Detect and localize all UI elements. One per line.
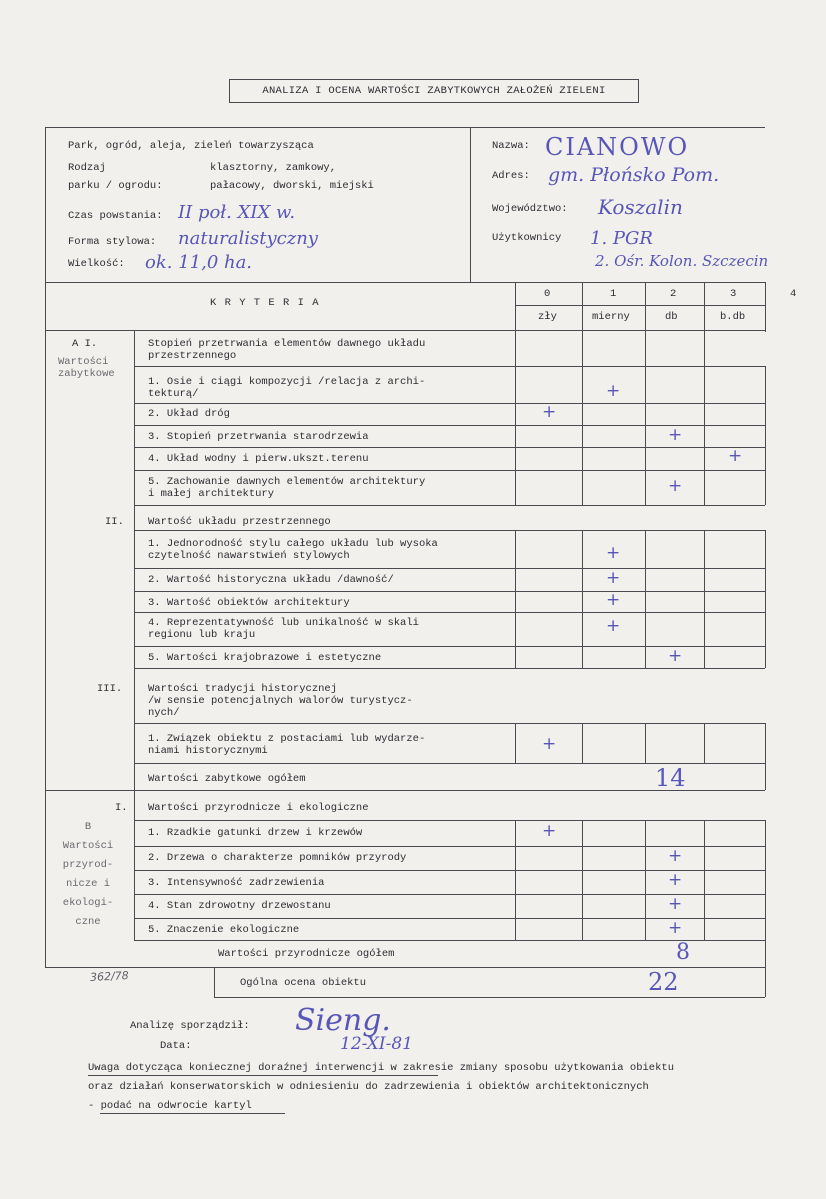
score-mark-b1-4: + [668, 894, 683, 914]
row-line [134, 530, 765, 531]
b1-item-5: 5. Znaczenie ekologiczne [148, 924, 300, 936]
woj-value: Koszalin [598, 195, 683, 219]
document-title: ANALIZA I OCENA WARTOŚCI ZABYTKOWYCH ZAŁOŻEŃ ZIELENI [229, 79, 639, 103]
grid-col [582, 366, 583, 505]
a2-item-5: 5. Wartości krajobrazowe i estetyczne [148, 652, 382, 664]
score-mark-a2-4: + [606, 616, 621, 636]
note-underline-2 [100, 1113, 285, 1114]
adres-value: gm. Płońsko Pom. [548, 164, 720, 186]
wielkosc-value: ok. 11,0 ha. [145, 252, 253, 273]
score-mark-a2-3: + [606, 590, 621, 610]
section-a-label: A I. [72, 338, 98, 350]
grid-col [704, 723, 705, 763]
b1-item-2: 2. Drzewa o charakterze pomników przyrody [148, 852, 407, 864]
analize-label: Analizę sporządził: [130, 1020, 250, 1032]
col-label-2: db [665, 311, 678, 323]
row-line [134, 447, 765, 448]
parku-label: parku / ogrodu: [68, 180, 163, 192]
forma-value: naturalistyczny [178, 228, 318, 249]
a1-item-3: 3. Stopień przetrwania starodrzewia [148, 431, 369, 443]
stamp-number: 362/78 [89, 968, 130, 985]
grid-col [765, 530, 766, 668]
score-mark-a1-2: + [542, 402, 557, 422]
a-total-value: 14 [655, 764, 686, 792]
note-line-3: - podać na odwrocie kartyl [88, 1100, 252, 1112]
grid-col [704, 820, 705, 940]
grid-col [645, 366, 646, 505]
a2-item-4: 4. Reprezentatywność lub unikalność w skali regionu lub kraju [148, 617, 419, 641]
signature: Sieng. [295, 1003, 391, 1038]
a3-label: III. [97, 683, 123, 695]
row-line [134, 940, 765, 941]
a2-label: II. [105, 516, 124, 528]
grid-col [765, 763, 766, 790]
a1-item-4: 4. Układ wodny i pierw.ukszt.terenu [148, 453, 369, 465]
uzyt-value-1: 1. PGR [590, 228, 653, 249]
grid-col [645, 820, 646, 940]
overall-label: Ogólna ocena obiektu [240, 977, 367, 989]
woj-label: Województwo: [492, 203, 568, 215]
b1-title: Wartości przyrodnicze i ekologiczne [148, 802, 369, 814]
row-line [134, 568, 765, 569]
forma-label: Forma stylowa: [68, 236, 157, 248]
grid-col [515, 820, 516, 940]
note-line-1: Uwaga dotycząca koniecznej doraźnej interwencji w zakresie zmiany sposobu użytkowania obiektu [88, 1062, 674, 1074]
a1-title: Stopień przetrwania elementów dawnego układu przestrzennego [148, 338, 426, 362]
frame-left [45, 127, 46, 967]
a3-title: Wartości tradycji historycznej /w sensie potencjalnych walorów turystycz- nych/ [148, 683, 413, 719]
grid-col [515, 723, 516, 763]
score-mark-a1-5: + [668, 476, 683, 496]
section-a-bottom [45, 790, 765, 791]
info-divider [470, 127, 471, 282]
data-label: Data: [160, 1040, 192, 1052]
grid-col [645, 723, 646, 763]
grid-col [582, 723, 583, 763]
overall-bottom [214, 997, 765, 998]
col-num-3: 3 [730, 288, 737, 300]
grid-col [645, 530, 646, 668]
a2-item-2: 2. Wartość historyczna układu /dawność/ [148, 574, 394, 586]
col-label-1: mierny [592, 311, 630, 323]
header-mid-line [515, 305, 765, 306]
row-line [134, 403, 765, 404]
row-line [134, 591, 765, 592]
score-mark-b1-5: + [668, 918, 683, 938]
row-line [134, 668, 765, 669]
frame-top [45, 127, 765, 128]
grid-col [704, 530, 705, 668]
section-b-label: I. [115, 802, 128, 814]
section-b-side: B Wartości przyrod- nicze i ekologi- czne [62, 821, 114, 928]
col-num-0: 0 [544, 288, 551, 300]
b1-item-3: 3. Intensywność zadrzewienia [148, 877, 325, 889]
date-value: 12-XI-81 [340, 1034, 413, 1054]
a3-item-1: 1. Związek obiektu z postaciami lub wydarze- niami historycznymi [148, 733, 426, 757]
adres-label: Adres: [492, 170, 530, 182]
a2-title: Wartość układu przestrzennego [148, 516, 331, 528]
score-mark-a1-3: + [668, 425, 683, 445]
rodzaj-label: Rodzaj [68, 162, 106, 174]
a1-item-5: 5. Zachowanie dawnych elementów architektury i małej architektury [148, 476, 426, 500]
row-line [134, 505, 765, 506]
score-mark-a2-1: + [606, 543, 621, 563]
section-a-side: Wartości zabytkowe [58, 356, 115, 380]
info-bottom-line [45, 282, 765, 283]
kryteria-header: K R Y T E R I A [210, 297, 320, 309]
col-label-3: b.db [720, 311, 746, 323]
b1-item-1: 1. Rzadkie gatunki drzew i krzewów [148, 827, 363, 839]
note-line-2: oraz działań konserwatorskich w odniesieniu do zadrzewienia i obiektów architektonicznych [88, 1081, 649, 1093]
b1-item-4: 4. Stan zdrowotny drzewostanu [148, 900, 331, 912]
score-mark-a1-1: + [606, 381, 621, 401]
score-mark-a1-4: + [728, 446, 743, 466]
a1-item-1: 1. Osie i ciągi kompozycji /relacja z archi- tekturą/ [148, 376, 426, 400]
score-mark-b1-2: + [668, 846, 683, 866]
score-mark-b1-1: + [542, 821, 557, 841]
col-line-4 [765, 282, 766, 332]
grid-col [765, 723, 766, 763]
score-mark-a2-2: + [606, 568, 621, 588]
a1-item-2: 2. Układ dróg [148, 408, 230, 420]
grid-col [765, 366, 766, 505]
rodzaj-options-2: pałacowy, dworski, miejski [210, 180, 374, 192]
nazwa-label: Nazwa: [492, 140, 530, 152]
section-a-divider [134, 330, 135, 790]
col-label-0: zły [538, 311, 557, 323]
czas-label: Czas powstania: [68, 210, 163, 222]
grid-col [515, 530, 516, 668]
rodzaj-options-1: klasztorny, zamkowy, [210, 162, 337, 174]
col-num-2: 2 [670, 288, 677, 300]
header-bottom-line [45, 330, 765, 331]
score-mark-a2-5: + [668, 646, 683, 666]
uzyt-label: Użytkownicy [492, 232, 562, 244]
score-mark-a3-1: + [542, 734, 557, 754]
a2-item-1: 1. Jednorodność stylu całego układu lub wysoka czytelność nawarstwień stylowych [148, 538, 438, 562]
a-total-label: Wartości zabytkowe ogółem [148, 773, 306, 785]
a2-item-3: 3. Wartość obiektów architektury [148, 597, 350, 609]
row-line [134, 612, 765, 613]
uzyt-value-2: 2. Ośr. Kolon. Szczecin [595, 252, 769, 270]
b-total-value: 8 [676, 940, 690, 965]
row-line [134, 470, 765, 471]
overall-left [214, 967, 215, 997]
b-total-label: Wartości przyrodnicze ogółem [218, 948, 395, 960]
score-mark-b1-3: + [668, 870, 683, 890]
row-line [134, 820, 765, 821]
row-line [134, 723, 765, 724]
grid-col [704, 366, 705, 505]
grid-col [765, 820, 766, 940]
czas-value: II poł. XIX w. [178, 202, 296, 223]
grid-col [582, 530, 583, 668]
grid-col [582, 820, 583, 940]
nazwa-value: CIANOWO [545, 133, 690, 161]
grid-col [765, 940, 766, 997]
grid-col [515, 366, 516, 505]
col-num-extra: 4 [790, 288, 797, 300]
note-underline [88, 1075, 438, 1076]
overall-value: 22 [648, 968, 679, 996]
park-line: Park, ogród, aleja, zieleń towarzysząca [68, 140, 314, 152]
col-num-1: 1 [610, 288, 617, 300]
row-line [134, 366, 765, 367]
wielkosc-label: Wielkość: [68, 258, 125, 270]
